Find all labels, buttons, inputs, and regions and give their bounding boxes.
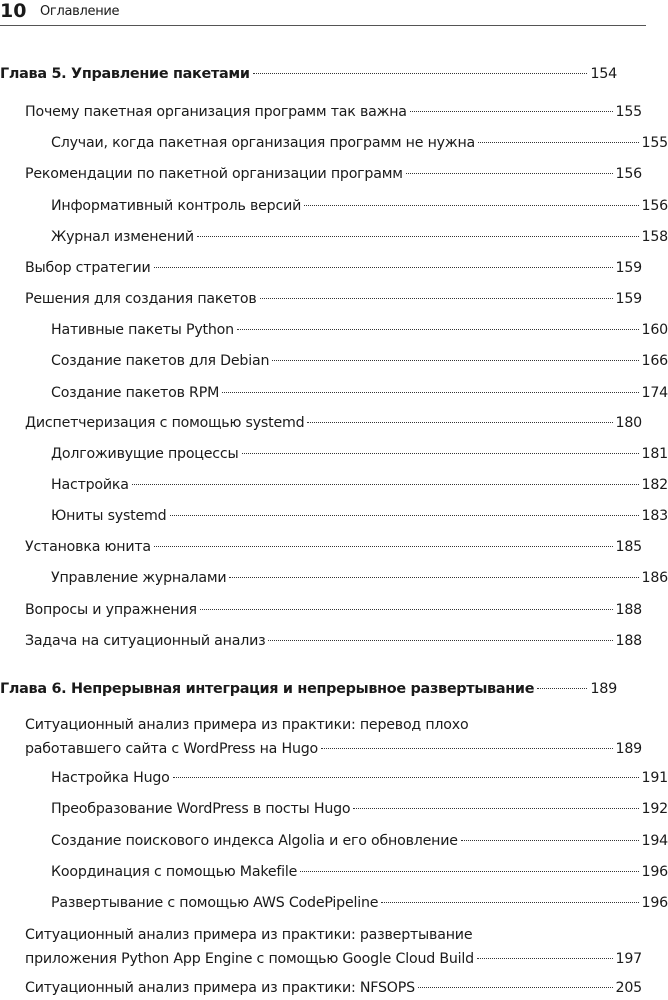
toc-page-number: 191: [641, 770, 668, 786]
toc-subsection-entry: [0, 766, 668, 790]
toc-entry-row: [25, 629, 642, 653]
toc-page-number: 180: [615, 415, 642, 431]
toc-section-entry: [0, 713, 642, 761]
toc-section-entry: [0, 411, 642, 435]
toc-entry-title: Долгоживущие процессы: [51, 446, 239, 462]
dot-leader: [307, 422, 612, 423]
toc-subsection-entry: [0, 829, 668, 853]
dot-leader: [154, 267, 613, 268]
dot-leader: [132, 484, 639, 485]
toc-page-number: 186: [641, 570, 668, 586]
dot-leader: [154, 546, 613, 547]
toc-page-number: 189: [590, 681, 617, 697]
dot-leader: [406, 173, 613, 174]
toc-subsection-entry: [0, 860, 668, 884]
toc-entry-row: [51, 318, 668, 342]
toc-entry-title: Рекомендации по пакетной организации программ: [25, 166, 403, 182]
toc-subsection-entry: [0, 381, 668, 405]
toc-entry-row: [25, 535, 642, 559]
toc-section-entry: [0, 535, 642, 559]
toc-section-entry: [0, 256, 642, 280]
toc-entry-title: Ситуационный анализ примера из практики: NFSOPS: [25, 980, 415, 996]
toc-entry-row: [25, 287, 642, 311]
toc-entry-title-line: Ситуационный анализ примера из практики: развертывание: [25, 927, 473, 943]
dot-leader: [237, 329, 639, 330]
toc-page-number: 182: [641, 477, 668, 493]
toc-entry-row: [51, 860, 668, 884]
toc-entry-row: [51, 797, 668, 821]
dot-leader: [173, 777, 639, 778]
toc-entry-title: Создание поискового индекса Algolia и его обновление: [51, 833, 458, 849]
toc-entry-title: Задача на ситуационный анализ: [25, 633, 266, 649]
toc-subsection-entry: [0, 318, 668, 342]
toc-section-entry: [0, 629, 642, 653]
toc-entry-title: Глава 5. Управление пакетами: [0, 66, 250, 82]
toc-subsection-entry: [0, 504, 668, 528]
toc-page-number: 192: [641, 801, 668, 817]
toc-page-number: 185: [615, 539, 642, 555]
toc-page-number: 197: [615, 951, 642, 967]
toc-entry-title: Диспетчеризация с помощью systemd: [25, 415, 305, 431]
dot-leader: [321, 748, 612, 749]
dot-leader: [478, 142, 639, 143]
page-header: [0, 0, 646, 30]
dot-leader: [461, 840, 639, 841]
toc-section-entry: [0, 598, 642, 622]
dot-leader: [410, 111, 613, 112]
toc-entry-row: [51, 194, 668, 218]
toc-entry-title: Журнал изменений: [51, 229, 194, 245]
toc-entry-row: [51, 349, 668, 373]
dot-leader: [300, 871, 638, 872]
toc-page-number: 159: [615, 291, 642, 307]
toc-entry-row: [51, 829, 668, 853]
toc-entry-title: приложения Python App Engine с помощью Google Cloud Build: [25, 951, 474, 967]
toc-page-number: 188: [615, 633, 642, 649]
toc-subsection-entry: [0, 891, 668, 915]
toc-entry-title: Создание пакетов для Debian: [51, 353, 270, 369]
toc-subsection-entry: [0, 442, 668, 466]
toc-subsection-entry: [0, 194, 668, 218]
toc-entry-row: [25, 411, 642, 435]
toc-chapter-entry: [0, 62, 617, 86]
toc-entry-title: Юниты systemd: [51, 508, 167, 524]
toc-entry-row: [51, 131, 668, 155]
toc-subsection-entry: [0, 473, 668, 497]
dot-leader: [418, 987, 613, 988]
dot-leader: [353, 808, 638, 809]
toc-page-number: 183: [641, 508, 668, 524]
toc-section-entry: [0, 162, 642, 186]
toc-entry-title: работавшего сайта с WordPress на Hugo: [25, 741, 319, 757]
toc-entry-title: Решения для создания пакетов: [25, 291, 257, 307]
toc-page-number: 158: [641, 229, 668, 245]
toc-entry-row: [51, 473, 668, 497]
toc-page-number: 174: [641, 385, 668, 401]
toc-entry-row: [25, 737, 642, 761]
toc-chapter-entry: [0, 677, 617, 701]
dot-leader: [268, 640, 612, 641]
toc-subsection-entry: [0, 131, 668, 155]
toc-entry-title-line: Ситуационный анализ примера из практики: перевод плохо: [25, 717, 469, 733]
toc-entry-row: [51, 766, 668, 790]
dot-leader: [272, 360, 638, 361]
toc-entry-row: [51, 442, 668, 466]
dot-leader: [200, 609, 613, 610]
dot-leader: [260, 298, 613, 299]
toc-subsection-entry: [0, 566, 668, 590]
toc-page-number: 156: [641, 198, 668, 214]
toc-entry-title: Вопросы и упражнения: [25, 602, 197, 618]
dot-leader: [477, 958, 613, 959]
toc-page-number: 155: [641, 135, 668, 151]
dot-leader: [253, 73, 588, 74]
toc-entry-title: Развертывание с помощью AWS CodePipeline: [51, 895, 379, 911]
toc-entry-title: Настройка: [51, 477, 129, 493]
toc-page-number: 166: [641, 353, 668, 369]
toc-entry-row: [25, 162, 642, 186]
toc-entry-row: [0, 677, 617, 701]
toc-section-entry: [0, 976, 642, 1000]
toc-entry-row: [25, 947, 642, 971]
toc-entry-title: Информативный контроль версий: [51, 198, 302, 214]
toc-entry-row: [25, 976, 642, 1000]
toc-subsection-entry: [0, 349, 668, 373]
toc-entry-row: [51, 225, 668, 249]
toc-page-number: 160: [641, 322, 668, 338]
toc-entry-title: Настройка Hugo: [51, 770, 170, 786]
toc-page-number: 156: [615, 166, 642, 182]
toc-entry-title: Почему пакетная организация программ так важна: [25, 104, 407, 120]
toc-entry-title: Преобразование WordPress в посты Hugo: [51, 801, 351, 817]
toc-entry-title: Глава 6. Непрерывная интеграция и непрерывное развертывание: [0, 681, 535, 697]
toc-entry-title: Управление журналами: [51, 570, 227, 586]
header-divider: [0, 25, 646, 26]
dot-leader: [304, 205, 638, 206]
toc-entry-row: [25, 100, 642, 124]
dot-leader: [537, 688, 587, 689]
toc-section-entry: [0, 100, 642, 124]
toc-entry-row: [51, 566, 668, 590]
toc-entry-row: [25, 256, 642, 280]
toc-entry-title: Случаи, когда пакетная организация программ не нужна: [51, 135, 476, 151]
toc-page-number: 196: [641, 895, 668, 911]
toc-entry-row: [25, 598, 642, 622]
dot-leader: [197, 236, 639, 237]
dot-leader: [170, 515, 639, 516]
toc-page-number: 194: [641, 833, 668, 849]
toc-page-number: 155: [615, 104, 642, 120]
toc-entry-row: [51, 891, 668, 915]
toc-subsection-entry: [0, 225, 668, 249]
toc-section-entry: [0, 923, 642, 971]
running-header-title: Оглавление: [40, 4, 120, 19]
toc-entry-title: Нативные пакеты Python: [51, 322, 234, 338]
toc-page-number: 189: [615, 741, 642, 757]
toc-entry-title: Установка юнита: [25, 539, 151, 555]
toc-page-number: 188: [615, 602, 642, 618]
dot-leader: [242, 453, 639, 454]
toc-page-number: 154: [590, 66, 617, 82]
toc-page-number: 181: [641, 446, 668, 462]
toc-entry-row: [51, 504, 668, 528]
toc-page-number: 196: [641, 864, 668, 880]
toc-page-number: 159: [615, 260, 642, 276]
toc-subsection-entry: [0, 797, 668, 821]
toc-entry-title: Выбор стратегии: [25, 260, 151, 276]
dot-leader: [229, 577, 638, 578]
toc-entry-row: [51, 381, 668, 405]
dot-leader: [222, 392, 638, 393]
toc-entry-title: Координация с помощью Makefile: [51, 864, 298, 880]
toc-entry-row: [0, 62, 617, 86]
toc-section-entry: [0, 287, 642, 311]
page-number: 10: [0, 0, 27, 22]
toc-page-number: 205: [615, 980, 642, 996]
toc-entry-title: Создание пакетов RPM: [51, 385, 220, 401]
dot-leader: [381, 902, 638, 903]
